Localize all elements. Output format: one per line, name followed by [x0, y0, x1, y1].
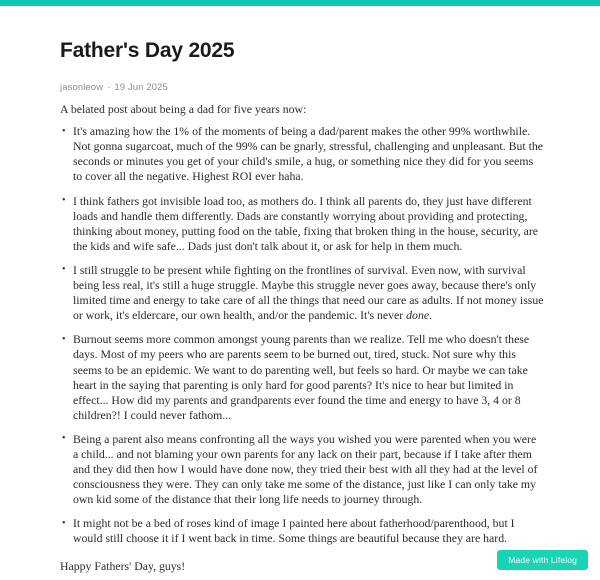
list-item-text-after: . — [429, 308, 433, 323]
author-name: jasonleow — [60, 82, 104, 94]
list-item — [60, 124, 544, 184]
page-container — [0, 6, 600, 580]
list-item-text: Burnout seems more common amongst young parents than we realize. Tell me who doesn't these days. Most of my peers who are parents seem to be burned out, tired, stuck. Not sure why this seems to be an epidemic. We want to do parenting well, but feels so hard. Or maybe we can take heart in the saying that parenting is only hard for good parents? It's nice to hear but limited in effect... How did my parents and grandparents ever found the time and energy to have 3, 4 or 8 children?! I could never fathom... — [73, 332, 530, 422]
list-item-text: I still struggle to be present while fighting on the frontlines of survival. Even now, with survival being less real, it's still a huge struggle. Maybe this struggle never goes away, because there's only limited time and energy to take care of all the things that need our care as adults. If not money issue or work, it's eldercare, our own health, and/or the pandemic. It's never — [73, 262, 544, 323]
list-item — [60, 516, 544, 546]
list-item — [60, 194, 544, 254]
list-item-text: Being a parent also means confronting all the ways you wished you were parented when you were a child... and not blaming your own parents for any lack on their part, because if I take after them and they did then how I would have done now, they tried their best with all they had at the level of consciousness they were. They can only take me some of the distance, just like I can only take my own kid some of the distance that their long life needs to journey through. — [73, 431, 538, 507]
closing-paragraph: Happy Fathers' Day, guys! — [60, 558, 186, 573]
list-item — [60, 332, 544, 423]
list-item-emphasis: done — [406, 308, 430, 323]
list-item-text: I think fathers got invisible load too, as mothers do. I think all parents do, they just have different loads and handle them differently. Dads are constantly worrying about providing and protecting, thinking about money, putting food on the table, fixing that broken thing in the house, security, are the kids and wife safe... Dads just don't talk about it, or ask for help in them much. — [73, 193, 539, 253]
byline-separator: · — [107, 82, 111, 94]
byline — [60, 82, 544, 93]
list-item-text: It might not be a bed of roses kind of image I painted here about fatherhood/parenthood, but I would still choose it if I went back in time. Some things are beautiful because they are hard. — [73, 516, 515, 546]
page-title: Father's Day 2025 — [60, 39, 235, 62]
post-article — [0, 6, 600, 574]
post-date: 19 Jun 2025 — [114, 82, 168, 94]
intro-paragraph: A belated post about being a dad for five years now: — [60, 102, 307, 117]
list-item — [60, 263, 544, 323]
list-item-text: It's amazing how the 1% of the moments of being a dad/parent makes the other 99% worthwhile. Not gonna sugarcoat, much of the 99% can be gnarly, stressful, challenging and unpleasant. But the seconds or minutes you get of your child's smile, a hug, or something nice they did for you seems to cover all the negative. Highest ROI ever haha. — [73, 124, 543, 184]
made-with-lifelog-badge[interactable]: Made with Lifelog — [497, 550, 588, 571]
list-item — [60, 432, 544, 507]
post-bullet-list — [60, 124, 544, 546]
